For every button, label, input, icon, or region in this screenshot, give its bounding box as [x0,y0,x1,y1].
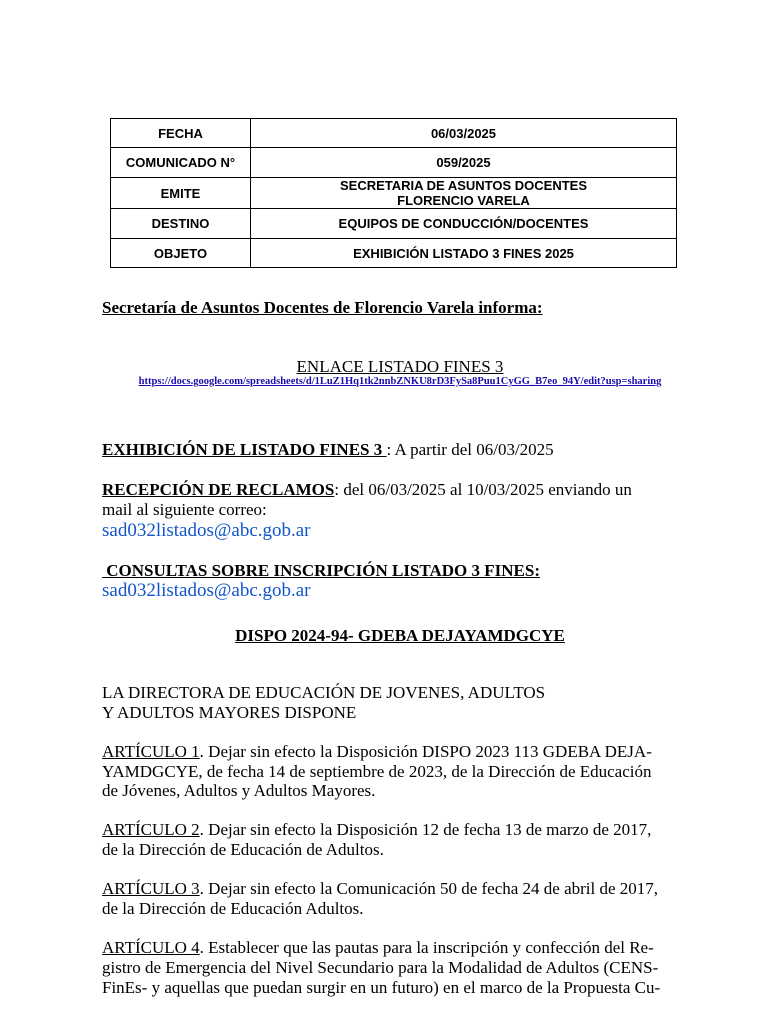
table-row [111,178,677,209]
exhibicion-line [102,440,554,460]
article-1-label: ARTÍCULO 1 [102,742,200,761]
table-row [111,148,677,178]
directora-line-2: Y ADULTOS MAYORES DISPONE [102,703,357,722]
consultas-label: CONSULTAS SOBRE INSCRIPCIÓN LISTADO 3 FINES: [102,561,541,580]
article-4-line-2: gistro de Emergencia del Nivel Secundario para la Modalidad de Adultos (CENS- [102,958,659,977]
table-value: 06/03/2025 [251,119,677,148]
dispo-title-wrap [0,626,768,646]
reclamos-text: : del 06/03/2025 al 10/03/2025 enviando un [334,480,632,499]
directora-line-1: LA DIRECTORA DE EDUCACIÓN DE JOVENES, ADULTOS [102,683,546,702]
table-value: EXHIBICIÓN LISTADO 3 FINES 2025 [251,239,677,268]
table-key: COMUNICADO N° [111,148,251,178]
article-text: . Establecer que las pautas para la inscripción y confección del Re- [199,938,654,957]
reclamos-label: RECEPCIÓN DE RECLAMOS [102,480,335,499]
intro-heading: Secretaría de Asuntos Docentes de Florencio Varela informa: [102,298,543,317]
article-2-line-2: de la Dirección de Educación de Adultos. [102,840,384,859]
table-value-line: SECRETARIA DE ASUNTOS DOCENTES [339,178,588,193]
link-section-title: ENLACE LISTADO FINES 3 [296,357,504,376]
exhibicion-label: EXHIBICIÓN DE LISTADO FINES 3 [102,440,387,459]
article-1-line-3: de Jóvenes, Adultos y Adultos Mayores. [102,781,376,800]
dispo-title: DISPO 2024-94- GDEBA DEJAYAMDGCYE [235,626,565,645]
table-row [111,239,677,268]
article-2-label: ARTÍCULO 2 [102,820,200,839]
table-row [111,119,677,148]
link-section-title-wrap [0,357,768,377]
table-key: EMITE [111,178,251,209]
article-4-line-3: FinEs- y aquellas que puedan surgir en un futuro) en el marco de la Propuesta Cu- [102,978,661,997]
table-key: FECHA [111,119,251,148]
article-3-line-2: de la Dirección de Educación Adultos. [102,899,364,918]
article-4-label: ARTÍCULO 4 [102,938,200,957]
reclamos-email[interactable]: sad032listados@abc.gob.ar [102,520,311,541]
table-value-line: FLORENCIO VARELA [397,193,530,208]
article-3-label: ARTÍCULO 3 [102,879,200,898]
table-value [251,178,677,209]
article-text: . Dejar sin efecto la Disposición DISPO 2023 113 GDEBA DEJA- [199,742,652,761]
article-text: . Dejar sin efecto la Disposición 12 de fecha 13 de marzo de 2017, [199,820,652,839]
table-row [111,209,677,239]
table-key: OBJETO [111,239,251,268]
consultas-line [102,561,540,581]
sheet-link[interactable]: https://docs.google.com/spreadsheets/d/1LuZ1Hq1tk2nnbZNKU8rD3FySa8Puu1CyGG_B7eo_94Y/edit?usp=sharing [138,376,662,387]
table-key: DESTINO [111,209,251,239]
reclamos-line [102,480,632,500]
article-text: . Dejar sin efecto la Comunicación 50 de fecha 24 de abril de 2017, [199,879,659,898]
article-2-line-1 [102,820,651,840]
exhibicion-text: : A partir del 06/03/2025 [386,440,554,459]
link-url-wrap [0,375,768,388]
table-value: 059/2025 [251,148,677,178]
article-1-line-1 [102,742,652,762]
table-value: EQUIPOS DE CONDUCCIÓN/DOCENTES [251,209,677,239]
header-table [110,118,677,268]
article-3-line-1 [102,879,658,899]
article-4-line-1 [102,938,654,958]
consultas-email[interactable]: sad032listados@abc.gob.ar [102,580,311,601]
reclamos-text-2: mail al siguiente correo: [102,500,267,519]
article-1-line-2: YAMDGCYE, de fecha 14 de septiembre de 2023, de la Dirección de Educación [102,762,652,781]
